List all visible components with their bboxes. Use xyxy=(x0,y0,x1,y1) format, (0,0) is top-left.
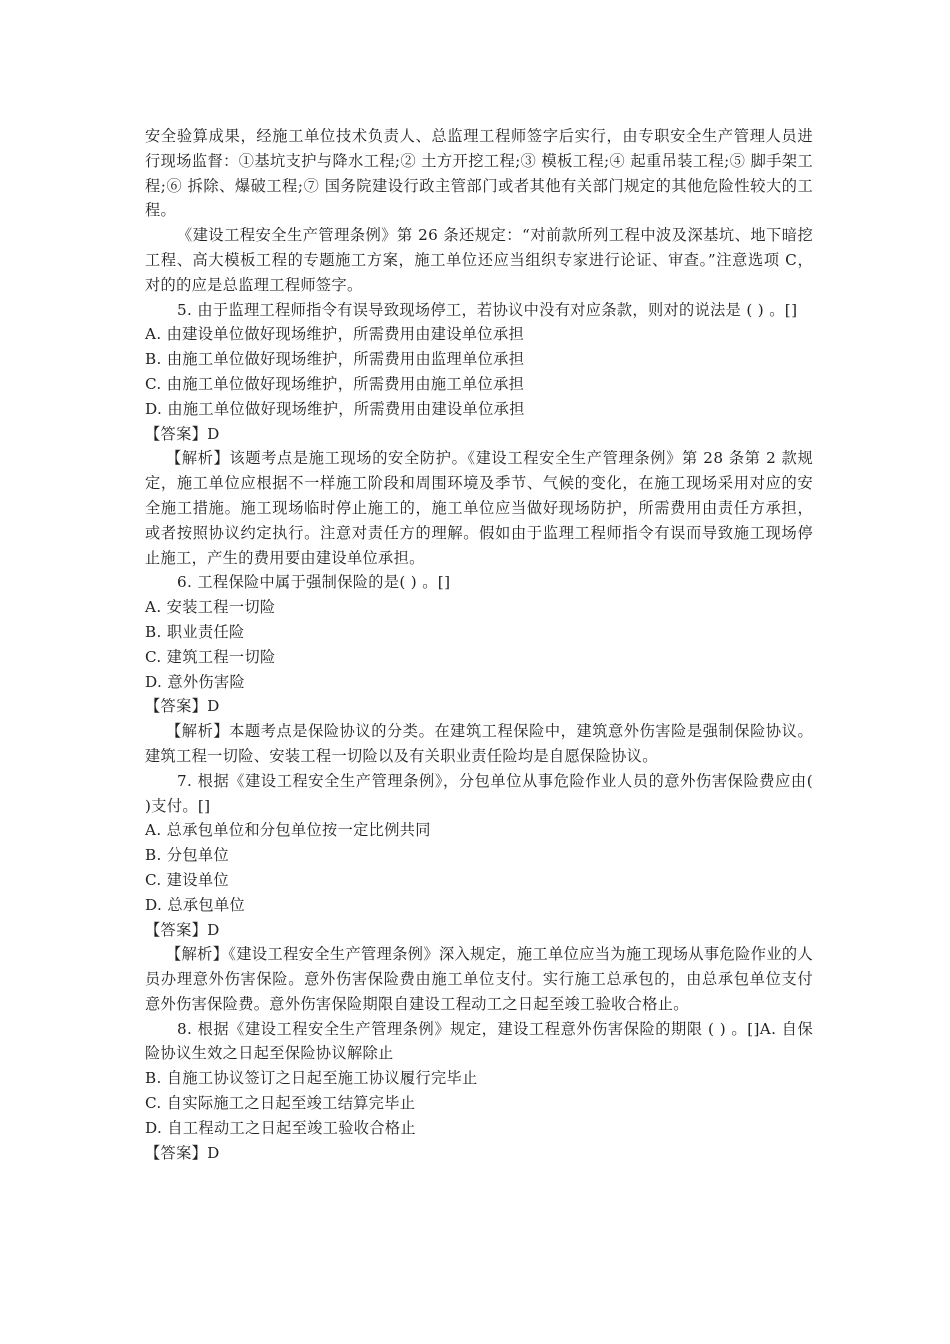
answer-option: D. 意外伤害险 xyxy=(145,672,246,691)
intro-paragraph: 《建设工程安全生产管理条例》第 26 条还规定：“对前款所列工程中波及深基坑、地下暗挖工程、高大模板工程的专题施工方案，施工单位还应当组织专家进行论证、审查。”注意选项 C，对的的应是总监理工程师签字。 xyxy=(145,226,813,294)
answer-option: D. 自工程动工之日起至竣工验收合格止 xyxy=(145,1118,416,1137)
question-stem: 5. 由于监理工程师指令有误导致现场停工，若协议中没有对应条款，则对的说法是 ( ) 。[] xyxy=(177,300,798,319)
answer-option: D. 总承包单位 xyxy=(145,895,246,914)
explanation-paragraph: 【解析】本题考点是保险协议的分类。在建筑工程保险中，建筑意外伤害险是强制保险协议。建筑工程一切险、安装工程一切险以及有关职业责任险均是自愿保险协议。 xyxy=(145,722,813,765)
question-stem: 8. 根据《建设工程安全生产管理条例》规定，建设工程意外伤害保险的期限 ( ) 。[]A. 自保险协议生效之日起至保险协议解除止 xyxy=(145,1019,813,1063)
explanation-paragraph: 【解析】该题考点是施工现场的安全防护。《建设工程安全生产管理条例》第 28 条第 2 款规定，施工单位应根据不一样施工阶段和周围环境及季节、气候的变化，在施工现场采用对应的安全施工措施。施工现场临时停止施工的，施工单位应当做好现场防护，所需费用由责任方承担，或者按照协议约定执行。注意对责任方的理解。假如由于监理工程师指令有误而导致施工现场停止施工，产生的费用要由建设单位承担。 xyxy=(145,449,813,567)
answer-option: B. 职业责任险 xyxy=(145,622,245,641)
answer-option: A. 安装工程一切险 xyxy=(145,598,276,617)
answer-option: D. 由施工单位做好现场维护，所需费用由建设单位承担 xyxy=(145,399,525,418)
answer-option: B. 分包单位 xyxy=(145,846,230,865)
question-stem: 6. 工程保险中属于强制保险的是( ) 。[] xyxy=(177,573,451,592)
document-page xyxy=(145,124,813,1165)
intro-paragraph: 安全验算成果，经施工单位技术负责人、总监理工程师签字后实行，由专职安全生产管理人员进行现场监督：①基坑支护与降水工程;② 土方开挖工程;③ 模板工程;④ 起重吊装工程;⑤ 脚手架工程;⑥ 拆除、爆破工程;⑦ 国务院建设行政主管部门或者其他有关部门规定的其他危险性较大的工程。 xyxy=(145,127,813,220)
question-stem: 7. 根据《建设工程安全生产管理条例》，分包单位从事危险作业人员的意外伤害保险费应由( )支付。[] xyxy=(145,771,813,815)
answer-option: C. 自实际施工之日起至竣工结算完毕止 xyxy=(145,1094,416,1113)
answer-option: C. 由施工单位做好现场维护，所需费用由施工单位承担 xyxy=(145,374,525,393)
answer-label: 【答案】D xyxy=(145,697,220,716)
answer-label: 【答案】D xyxy=(145,920,220,939)
answer-option: C. 建设单位 xyxy=(145,870,229,889)
answer-option: B. 自施工协议签订之日起至施工协议履行完毕止 xyxy=(145,1069,478,1088)
explanation-paragraph: 【解析】《建设工程安全生产管理条例》深入规定，施工单位应当为施工现场从事危险作业的人员办理意外伤害保险。意外伤害保险费由施工单位支付。实行施工总承包的，由总承包单位支付意外伤害保险费。意外伤害保险期限自建设工程动工之日起至竣工验收合格止。 xyxy=(145,945,813,1013)
answer-option: C. 建筑工程一切险 xyxy=(145,647,276,666)
answer-option: A. 由建设单位做好现场维护，所需费用由建设单位承担 xyxy=(145,325,525,344)
answer-option: A. 总承包单位和分包单位按一定比例共同 xyxy=(145,821,431,840)
answer-label: 【答案】D xyxy=(145,424,220,443)
answer-option: B. 由施工单位做好现场维护，所需费用由监理单位承担 xyxy=(145,350,525,369)
answer-label: 【答案】D xyxy=(145,1143,220,1162)
